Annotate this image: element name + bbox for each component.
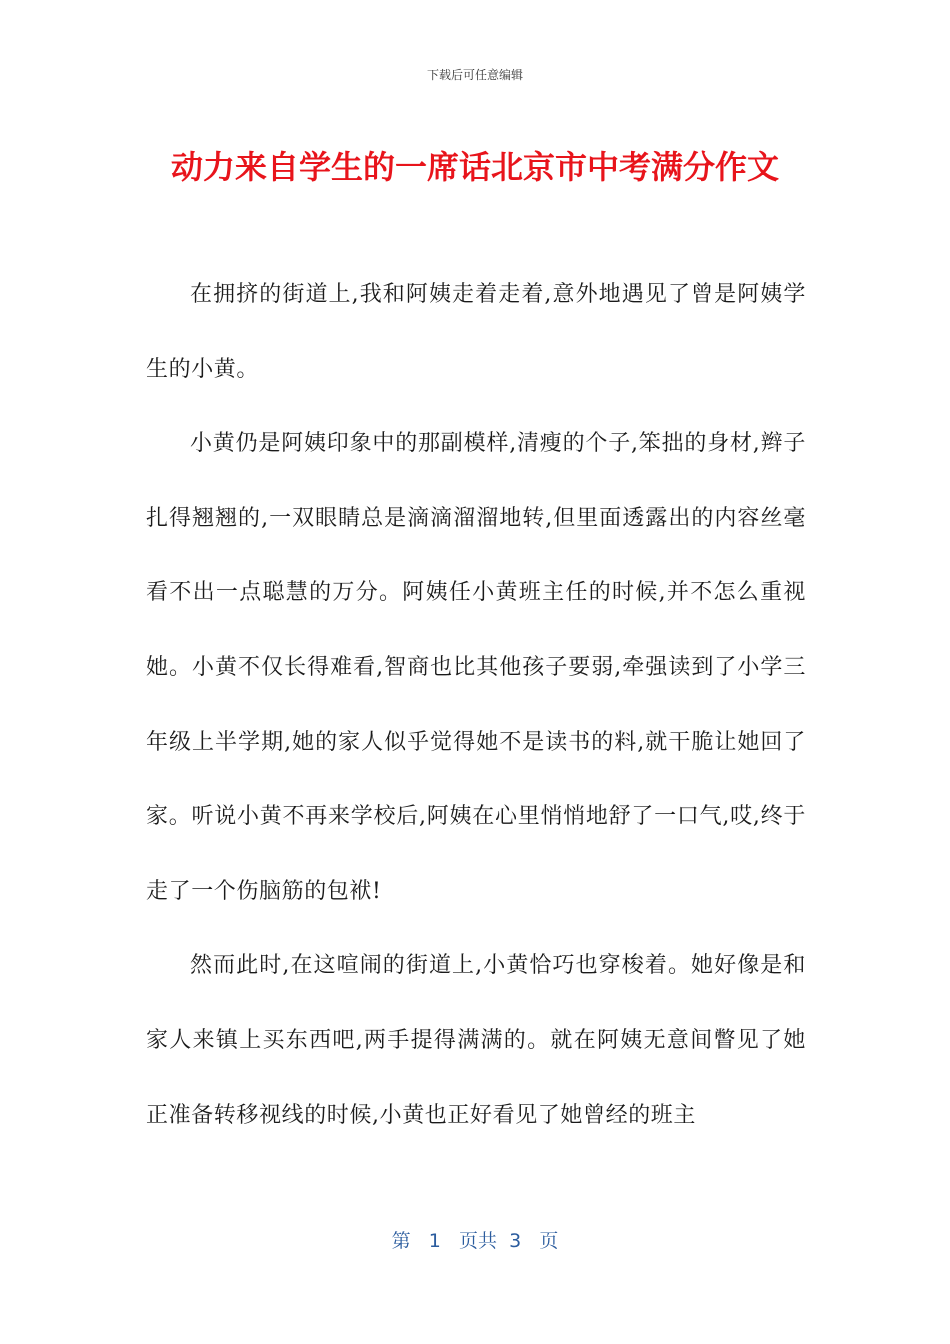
page-total: 3 [509, 1230, 522, 1252]
page-middle: 页共 [459, 1230, 498, 1252]
page-footer [0, 1226, 950, 1253]
page-prefix: 第 [391, 1230, 411, 1252]
paragraph: 然而此时,在这喧闹的街道上,小黄恰巧也穿梭着。她好像是和家人来镇上买东西吧,两手提得满满的。就在阿姨无意间瞥见了她正准备转移视线的时候,小黄也正好看见了她曾经的班主 [146, 953, 806, 1128]
page-current: 1 [428, 1230, 441, 1252]
header-note: 下载后可任意编辑 [426, 68, 523, 82]
page-suffix: 页 [539, 1230, 559, 1252]
document-title: 动力来自学生的一席话北京市中考满分作文 [170, 148, 779, 186]
paragraph: 小黄仍是阿姨印象中的那副模样,清瘦的个子,笨拙的身材,辫子扎得翘翘的,一双眼睛总是滴滴溜溜地转,但里面透露出的内容丝毫看不出一点聪慧的万分。阿姨任小黄班主任的时候,并不怎么重视她。小黄不仅长得难看,智商也比其他孩子要弱,牵强读到了小学三年级上半学期,她的家人似乎觉得她不是读书的料,就干脆让她回了家。听说小黄不再来学校后,阿姨在心里悄悄地舒了一口气,哎,终于走了一个伤脑筋的包袱! [146, 431, 806, 904]
document-body [146, 258, 806, 1153]
paragraph: 在拥挤的街道上,我和阿姨走着走着,意外地遇见了曾是阿姨学生的小黄。 [146, 282, 806, 382]
